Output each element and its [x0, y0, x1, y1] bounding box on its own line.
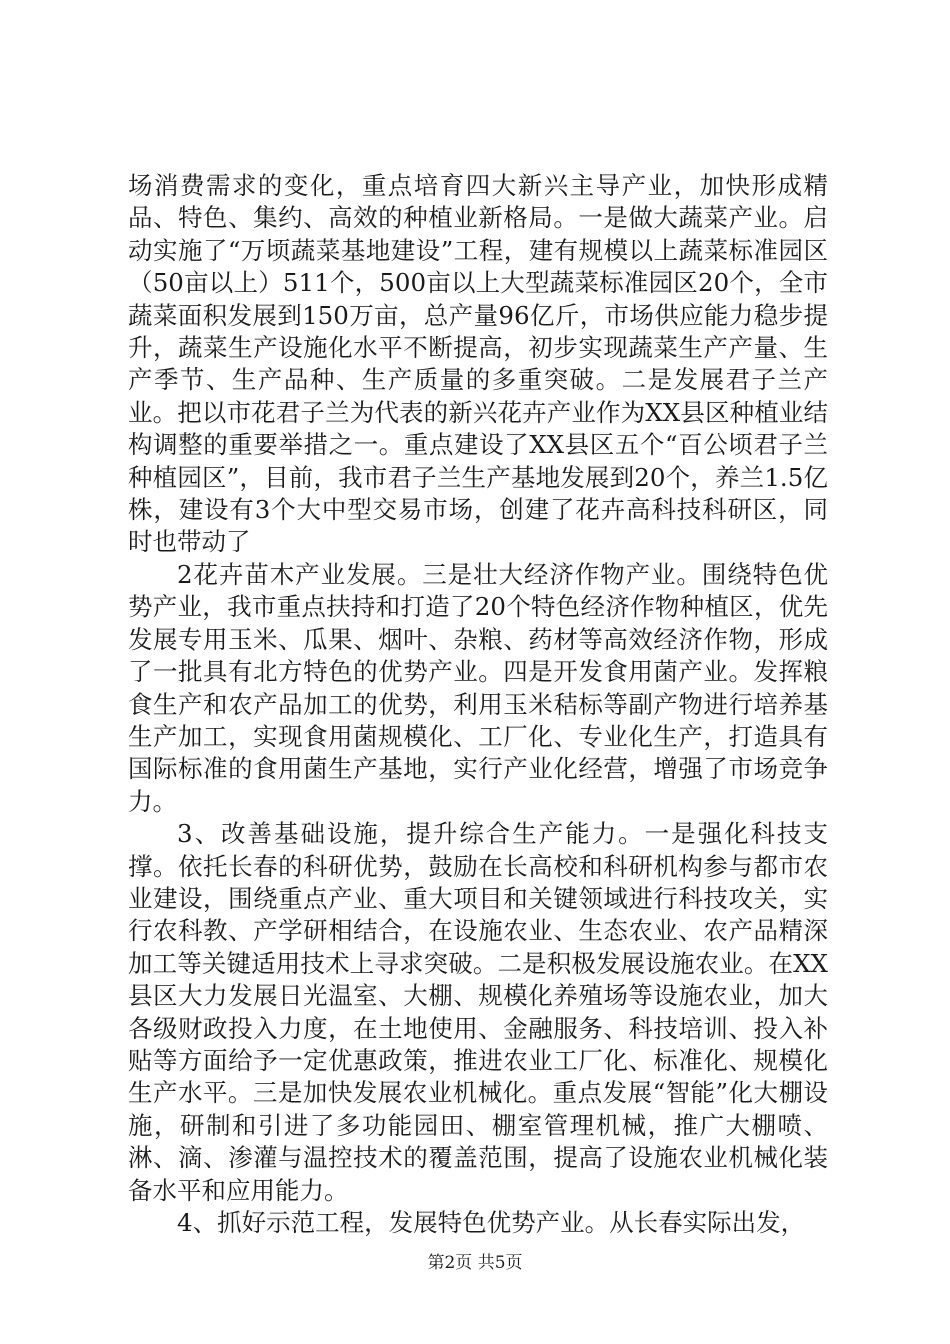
page-footer: 第2页 共5页	[427, 1253, 523, 1273]
paragraph-2: 2花卉苗木产业发展。三是壮大经济作物产业。围绕特色优势产业，我市重点扶持和打造了20个特色经济作物种植区，优先发展专用玉米、瓜果、烟叶、杂粮、药材等高效经济作物，形成了一批具有北方特色的优势产业。四是开发食用菌产业。发挥粮食生产和农产品加工的优势，利用玉米秸标等副产物进行培养基生产加工，实现食用菌规模化、工厂化、专业化生产，打造具有国际标准的食用菌生产基地，实行产业化经营，增强了市场竞争力。	[128, 559, 828, 816]
paragraph-1: 场消费需求的变化，重点培育四大新兴主导产业，加快形成精品、特色、集约、高效的种植业新格局。一是做大蔬菜产业。启动实施了“万顷蔬菜基地建设”工程，建有规模以上蔬菜标准园区（50亩以上）511个，500亩以上大型蔬菜标准园区20个，全市蔬菜面积发展到150万亩，总产量96亿斤，市场供应能力稳步提升，蔬菜生产设施化水平不断提高，初步实现蔬菜生产产量、生产季节、生产品种、生产质量的多重突破。二是发展君子兰产业。把以市花君子兰为代表的新兴花卉产业作为XX县区种植业结构调整的重要举措之一。重点建设了XX县区五个“百公顷君子兰种植园区”，目前，我市君子兰生产基地发展到20个，养兰1.5亿株，建设有3个大中型交易市场，创建了花卉高科技科研区，同时也带动了	[128, 171, 828, 557]
paragraph-3: 3、改善基础设施，提升综合生产能力。一是强化科技支撑。依托长春的科研优势，鼓励在长高校和科研机构参与都市农业建设，围绕重点产业、重大项目和关键领域进行科技攻关，实行农科教、产学研相结合，在设施农业、生态农业、农产品精深加工等关键适用技术上寻求突破。二是积极发展设施农业。在XX县区大力发展日光温室、大棚、规模化养殖场等设施农业，加大各级财政投入力度，在土地使用、金融服务、科技培训、投入补贴等方面给予一定优惠政策，推进农业工厂化、标准化、规模化生产水平。三是加快发展农业机械化。重点发展“智能”化大棚设施，研制和引进了多功能园田、棚室管理机械，推广大棚喷、淋、滴、渗灌与温控技术的覆盖范围，提高了设施农业机械化装备水平和应用能力。	[128, 819, 828, 1205]
document-body	[128, 170, 828, 1239]
paragraph-4: 4、抓好示范工程，发展特色优势产业。从长春实际出发，	[177, 1208, 806, 1237]
